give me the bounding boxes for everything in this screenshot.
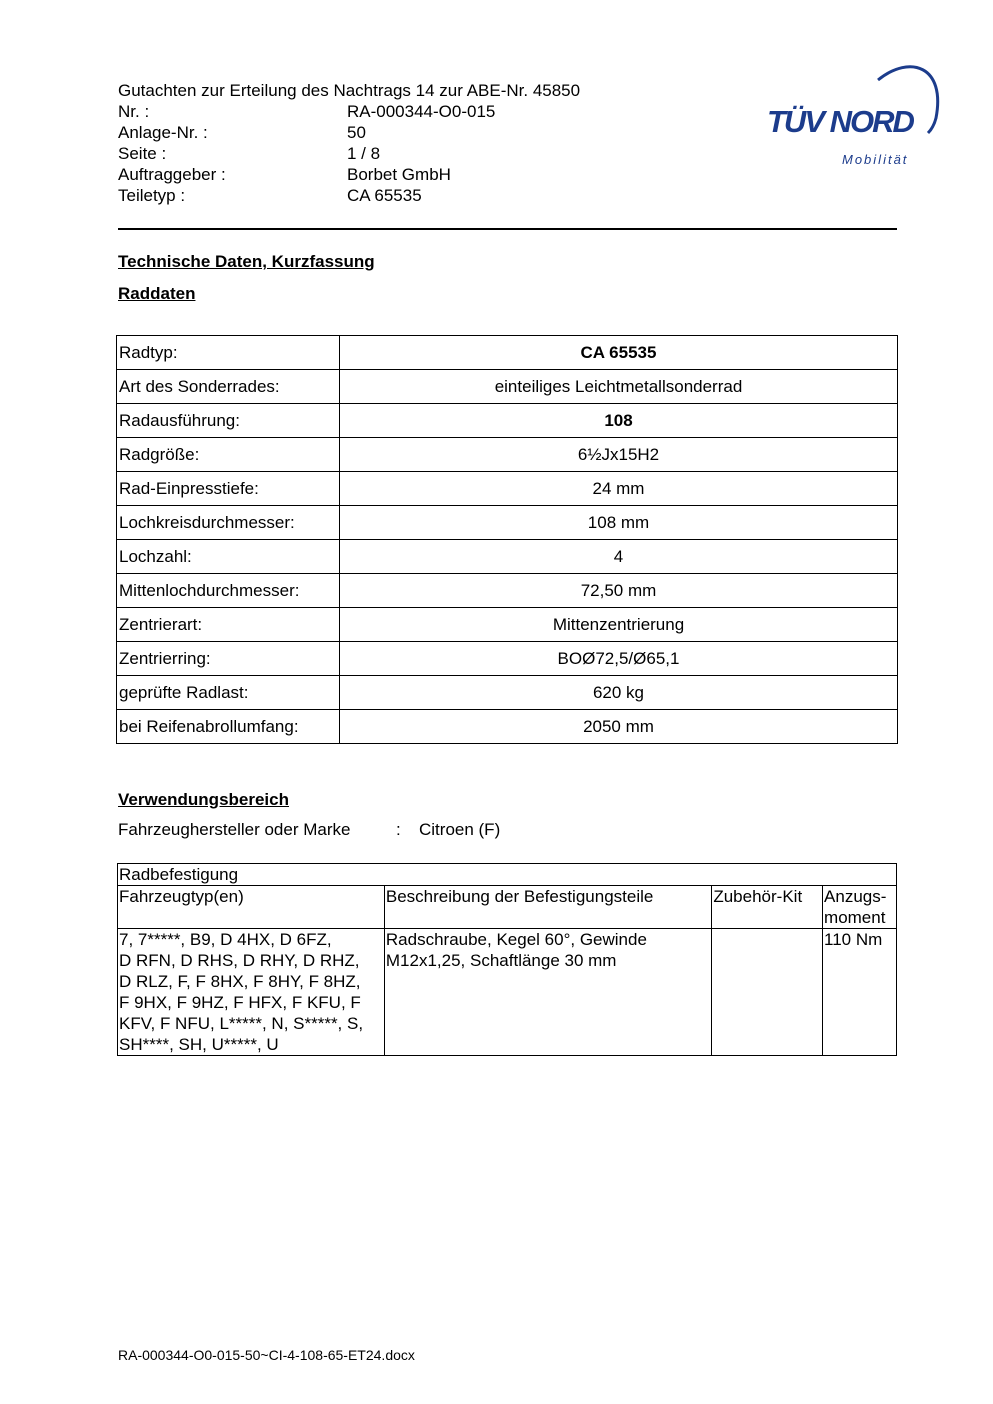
header-fahrzeugtypen: Fahrzeugtyp(en) <box>118 886 385 929</box>
table-row <box>117 676 898 710</box>
raddaten-label: Art des Sonderrades: <box>117 370 340 404</box>
table-row <box>117 472 898 506</box>
section-heading-technische-daten: Technische Daten, Kurzfassung <box>118 252 375 271</box>
header-row <box>118 143 580 164</box>
radbefestigung-table <box>117 863 897 1056</box>
tuv-nord-logo <box>760 58 950 173</box>
raddaten-value: 108 <box>340 404 898 438</box>
header-row-label: Seite : <box>118 144 167 163</box>
raddaten-value: 6½Jx15H2 <box>340 438 898 472</box>
raddaten-label: Zentrierring: <box>117 642 340 676</box>
document-header <box>118 80 580 206</box>
table-header-row <box>118 886 897 929</box>
section-heading-verwendungsbereich: Verwendungsbereich <box>118 790 289 809</box>
raddaten-value: CA 65535 <box>340 336 898 370</box>
raddaten-label: Radgröße: <box>117 438 340 472</box>
header-zubehoer-kit: Zubehör-Kit <box>712 886 823 929</box>
header-row-label: Teiletyp : <box>118 186 186 205</box>
table-row <box>117 336 898 370</box>
table-row <box>118 929 897 1056</box>
cell-fahrzeugtypen: 7, 7*****, B9, D 4HX, D 6FZ, D RFN, D RHS, D RHY, D RHZ, D RLZ, F, F 8HX, F 8HY, F 8HZ, F 9HX, F 9HZ, F HFX, F KFU, F KFV, F NFU, L*****, N, S*****, S, SH****, SH, U*****, U <box>118 929 385 1056</box>
header-row-label: Auftraggeber : <box>118 165 226 184</box>
raddaten-label: Zentrierart: <box>117 608 340 642</box>
raddaten-label: Rad-Einpresstiefe: <box>117 472 340 506</box>
raddaten-value: 24 mm <box>340 472 898 506</box>
table-title-row <box>118 864 897 886</box>
header-row <box>118 122 580 143</box>
header-row <box>118 101 580 122</box>
header-rows <box>118 101 580 206</box>
manufacturer-colon: : <box>396 820 401 839</box>
table-row <box>117 404 898 438</box>
raddaten-label: bei Reifenabrollumfang: <box>117 710 340 744</box>
radbefestigung-title: Radbefestigung <box>118 864 897 886</box>
section-heading-raddaten: Raddaten <box>118 284 196 303</box>
raddaten-value: 620 kg <box>340 676 898 710</box>
raddaten-value: Mittenzentrierung <box>340 608 898 642</box>
raddaten-label: Mittenlochdurchmesser: <box>117 574 340 608</box>
raddaten-value: BOØ72,5/Ø65,1 <box>340 642 898 676</box>
raddaten-label: Radausführung: <box>117 404 340 438</box>
cell-zubehoer-kit <box>712 929 823 1056</box>
raddaten-value: 108 mm <box>340 506 898 540</box>
raddaten-label: Radtyp: <box>117 336 340 370</box>
cell-beschreibung: Radschraube, Kegel 60°, Gewinde M12x1,25, Schaftlänge 30 mm <box>384 929 711 1056</box>
logo-subtitle: Mobilität <box>842 152 909 167</box>
header-row-label: Anlage-Nr. : <box>118 123 208 142</box>
header-row <box>118 164 580 185</box>
table-row <box>117 608 898 642</box>
raddaten-table <box>116 335 898 744</box>
header-row <box>118 185 580 206</box>
raddaten-value: einteiliges Leichtmetallsonderrad <box>340 370 898 404</box>
header-beschreibung: Beschreibung der Befestigungsteile <box>384 886 711 929</box>
raddaten-label: Lochkreisdurchmesser: <box>117 506 340 540</box>
table-row <box>117 540 898 574</box>
raddaten-value: 2050 mm <box>340 710 898 744</box>
raddaten-label: Lochzahl: <box>117 540 340 574</box>
document-title: Gutachten zur Erteilung des Nachtrags 14 zur ABE-Nr. 45850 <box>118 81 581 100</box>
table-row <box>117 438 898 472</box>
table-row <box>117 642 898 676</box>
logo-wordmark: TÜV NORD <box>767 104 913 139</box>
header-anzugsmoment: Anzugs- moment <box>823 886 897 929</box>
raddaten-value: 72,50 mm <box>340 574 898 608</box>
cell-anzugsmoment: 110 Nm <box>823 929 897 1056</box>
raddaten-label: geprüfte Radlast: <box>117 676 340 710</box>
manufacturer-label: Fahrzeughersteller oder Marke <box>118 820 351 839</box>
raddaten-value: 4 <box>340 540 898 574</box>
header-row-value: 1 / 8 <box>347 144 381 163</box>
header-divider <box>118 228 897 230</box>
table-row <box>117 370 898 404</box>
header-row-label: Nr. : <box>118 102 150 121</box>
header-row-value: Borbet GmbH <box>347 165 451 184</box>
header-row-value: 50 <box>347 123 366 142</box>
header-row-value: CA 65535 <box>347 186 422 205</box>
table-row <box>117 506 898 540</box>
table-row <box>117 710 898 744</box>
manufacturer-value: Citroen (F) <box>419 820 501 839</box>
table-row <box>117 574 898 608</box>
footer-filename: RA-000344-O0-015-50~CI-4-108-65-ET24.docx <box>118 1347 415 1363</box>
manufacturer-line <box>118 820 500 840</box>
header-row-value: RA-000344-O0-015 <box>347 102 496 121</box>
